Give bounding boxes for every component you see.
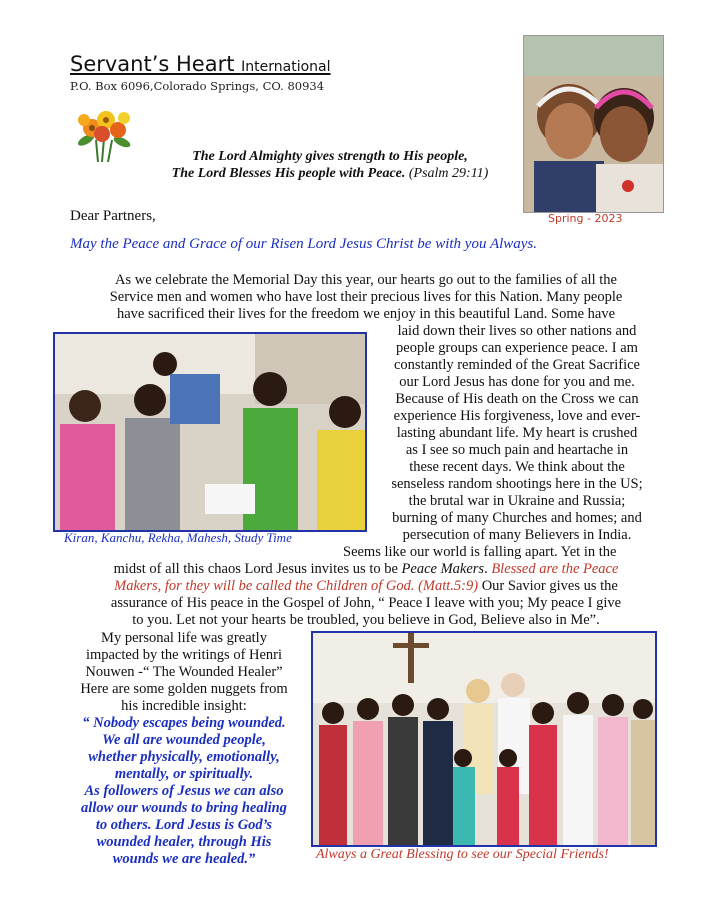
personal-line: impacted by the writings of Henri — [85, 647, 283, 663]
verse-line-2: The Lord Blesses His people with Peace. (Psalm 29:11) — [171, 166, 489, 181]
letter-line: Makers, for they will be called the Children of God. (Matt.5:9) Our Savior gives us the — [114, 578, 618, 594]
letter-line: laid down their lives so other nations and — [397, 323, 637, 339]
quote-line: allow our wounds to bring healing — [81, 800, 287, 816]
letter-line: Service men and women who have lost their precious lives for this Nation. Many people — [109, 289, 623, 305]
letter-line: As we celebrate the Memorial Day this year, our hearts go out to the families of all the — [115, 272, 617, 288]
personal-line: Nouwen -“ The Wounded Healer” — [85, 664, 283, 680]
letter-line: senseless random shootings here in the US; — [391, 476, 643, 492]
letter-line: people groups can experience peace. I am — [396, 340, 638, 356]
letter-line: midst of all this chaos Lord Jesus invites us to be Peace Makers. Blessed are the Peace — [113, 561, 619, 577]
letter-line: Because of His death on the Cross we can — [395, 391, 639, 407]
personal-line: My personal life was greatly — [101, 630, 267, 646]
quote-line: We all are wounded people, — [102, 732, 266, 748]
quote-line: “ Nobody escapes being wounded. — [82, 715, 286, 731]
letter-line: our Lord Jesus has done for you and me. — [399, 374, 635, 390]
letter-line: as I see so much pain and heartache in — [405, 442, 629, 458]
group-of-friends-photo — [311, 631, 657, 847]
quote-line: mentally, or spiritually. — [114, 766, 254, 782]
quote-line: to others. Lord Jesus is God’s — [95, 817, 273, 833]
scripture-verse — [140, 148, 520, 182]
quote-line: wounds we are healed.” — [112, 851, 256, 867]
flower-bouquet-icon — [72, 108, 136, 164]
letter-line: assurance of His peace in the Gospel of John, “ Peace I leave with you; My peace I give — [110, 595, 622, 611]
org-suffix: International — [241, 59, 331, 75]
letter-line: Seems like our world is falling apart. Yet in the — [343, 544, 617, 560]
opening-blessing: May the Peace and Grace of our Risen Lord Jesus Christ be with you Always. — [70, 236, 538, 252]
verse-line-1: The Lord Almighty gives strength to His people, — [192, 149, 468, 164]
letter-line: constantly reminded of the Great Sacrifice — [394, 357, 640, 373]
study-photo-caption: Kiran, Kanchu, Rekha, Mahesh, Study Time — [64, 530, 292, 545]
two-smiling-girls-photo — [523, 35, 664, 213]
letter-line: burning of many Churches and homes; and — [392, 510, 642, 526]
photo-date-caption: Spring - 2023 — [548, 212, 623, 225]
letter-line: experience His forgiveness, love and ever- — [393, 408, 641, 424]
organization-title — [70, 52, 331, 76]
personal-line: Here are some golden nuggets from — [80, 681, 288, 697]
letter-line: to you. Let not your hearts be troubled, you believe in God, Believe also in Me”. — [132, 612, 600, 628]
letter-line: these recent days. We think about the — [409, 459, 625, 475]
greeting: Dear Partners, — [70, 208, 156, 224]
org-name: Servant’s Heart — [70, 52, 235, 76]
personal-line: his incredible insight: — [121, 698, 247, 714]
mailing-address: P.O. Box 6096,Colorado Springs, CO. 80934 — [70, 79, 325, 93]
letter-line: persecution of many Believers in India. — [402, 527, 632, 543]
quote-line: whether physically, emotionally, — [88, 749, 280, 765]
letter-line: lasting abundant life. My heart is crushed — [396, 425, 638, 441]
quote-line: As followers of Jesus we can also — [84, 783, 284, 799]
children-studying-photo — [53, 332, 367, 532]
quote-line: wounded healer, through His — [96, 834, 272, 850]
letter-line: have sacrificed their lives for the freedom we enjoy in this beautiful Land. Some have — [116, 306, 616, 322]
verse-reference: (Psalm 29:11) — [408, 166, 489, 181]
letter-line: the brutal war in Ukraine and Russia; — [408, 493, 626, 509]
group-photo-caption: Always a Great Blessing to see our Special Friends! — [316, 847, 609, 862]
